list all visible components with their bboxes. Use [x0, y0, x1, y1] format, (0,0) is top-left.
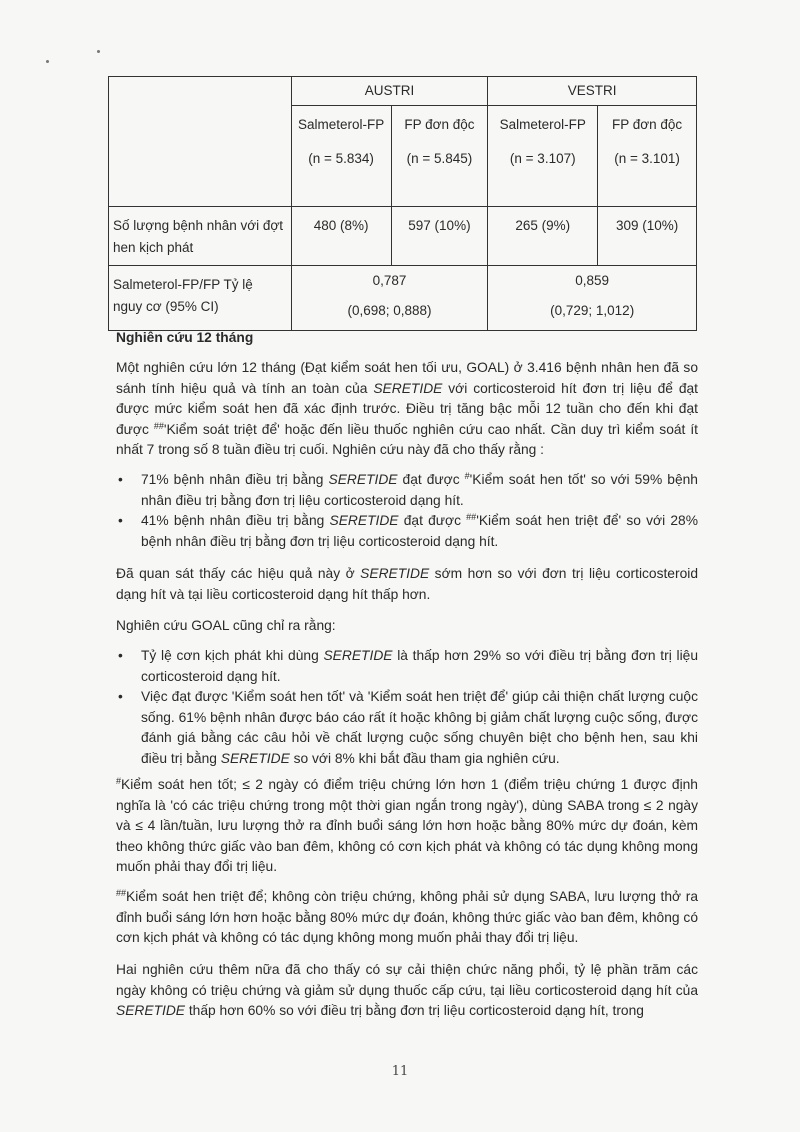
group-header-vestri: VESTRI [488, 77, 697, 106]
row-label-exacerbations: Số lượng bệnh nhân với đợt hen kịch phát [109, 207, 292, 266]
drug-name: SERETIDE [373, 380, 443, 396]
table-corner-cell [109, 77, 292, 207]
scan-speck [46, 60, 49, 63]
page-number: 11 [391, 1064, 409, 1079]
scan-speck [97, 50, 100, 53]
table-row [109, 207, 697, 266]
col-header-austri-fp: FP đơn độc (n = 5.845) [391, 106, 488, 207]
list-item: • Việc đạt được 'Kiểm soát hen tốt' và 'Kiểm soát hen triệt để' giúp cải thiện chất lượng cuộc sống. 61% bệnh nhân được báo cáo rất ít hoặc không bị giảm chất lượng cuộc sống, được đánh giá bằng các câu hỏi về chất lượng cuộc sống chuyên biệt cho bệnh hen, sau khi điều trị bằng SERETIDE so với 8% khi bắt đầu tham gia nghiên cứu. [116, 687, 698, 769]
list-item: • 41% bệnh nhân điều trị bằng SERETIDE đạt được ##'Kiểm soát hen triệt để' so với 28% bệnh nhân điều trị bằng đơn trị liệu corticosteroid dạng hít. [116, 511, 698, 552]
table-cell: 597 (10%) [391, 207, 488, 266]
paragraph-early-effect: Đã quan sát thấy các hiệu quả này ở SERETIDE sớm hơn so với đơn trị liệu corticosteroid dạng hít và tại liều corticosteroid dạng hít thấp hơn. [116, 566, 698, 602]
col-header-vestri-fp: FP đơn độc (n = 3.101) [598, 106, 697, 207]
list-item: • Tỷ lệ cơn kịch phát khi dùng SERETIDE là thấp hơn 29% so với điều trị bằng đơn trị liệu corticosteroid dạng hít. [116, 646, 698, 687]
list-item: • 71% bệnh nhân điều trị bằng SERETIDE đạt được #'Kiểm soát hen tốt' so với 59% bệnh nhân điều trị bằng đơn trị liệu corticosteroid dạng hít. [116, 470, 698, 511]
section-heading: Nghiên cứu 12 tháng [116, 330, 254, 345]
footnote-well-controlled: #Kiểm soát hen tốt; ≤ 2 ngày có điểm triệu chứng lớn hơn 1 (điểm triệu chứng 1 được định nghĩa là 'có các triệu chứng trong một thời gian ngắn trong ngày'), dùng SABA trong ≤ 2 ngày và ≤ 4 lần/tuần, lưu lượng thở ra đỉnh buổi sáng lớn hơn hoặc bằng 80% mức dự đoán, kèm theo không thức giấc vào ban đêm, không có cơn kịch phát và không có tác dụng không mong muốn phải thay đổi trị liệu. [116, 776, 698, 874]
footnote-totally-controlled: ##Kiểm soát hen triệt để; không còn triệu chứng, không phải sử dụng SABA, lưu lượng thở ra đỉnh buổi sáng lớn hơn hoặc bằng 80% mức dự đoán, không thức giấc vào ban đêm, không có cơn kịch phát và không có tác dụng không mong muốn phải thay đổi trị liệu. [116, 888, 698, 945]
table-cell: 265 (9%) [488, 207, 598, 266]
results-table [108, 76, 697, 331]
col-header-vestri-salmeterol: Salmeterol-FP (n = 3.107) [488, 106, 598, 207]
table-group-header-row [109, 77, 697, 106]
paragraph-goal-also: Nghiên cứu GOAL cũng chỉ ra rằng: [116, 618, 336, 633]
table-row [109, 266, 697, 331]
table-cell: 480 (8%) [291, 207, 391, 266]
row-label-hazard-ratio: Salmeterol-FP/FP Tỷ lệ nguy cơ (95% CI) [109, 266, 292, 331]
goal-results-list [116, 470, 698, 552]
table-cell: 309 (10%) [598, 207, 697, 266]
paragraph-additional-studies: Hai nghiên cứu thêm nữa đã cho thấy có sự cải thiện chức năng phổi, tỷ lệ phần trăm các ngày không có triệu chứng và giảm sử dụng thuốc cấp cứu, tại liều corticosteroid dạng hít của SERETIDE thấp hơn 60% so với điều trị bằng đơn trị liệu corticosteroid dạng hít, trong [116, 962, 698, 1018]
group-header-austri: AUSTRI [291, 77, 488, 106]
paragraph-goal-intro: Một nghiên cứu lớn 12 tháng (Đạt kiểm soát hen tối ưu, GOAL) ở 3.416 bệnh nhân hen đã so sánh tính hiệu quả và tính an toàn của SERETIDE với corticosteroid hít đơn trị liệu để đạt được mức kiểm soát hen đã xác định trước. Điều trị tăng bậc mỗi 12 tuần cho đến khi đạt được ##'Kiểm soát triệt để' hoặc đến liều thuốc nghiên cứu cao nhất. Cần duy trì kiểm soát ít nhất 7 trong số 8 tuần điều trị cuối. Nghiên cứu này đã cho thấy rằng : [116, 360, 699, 457]
hazard-ratio-austri: 0,787 (0,698; 0,888) [291, 266, 488, 331]
col-header-austri-salmeterol: Salmeterol-FP (n = 5.834) [291, 106, 391, 207]
goal-findings-list [116, 646, 698, 769]
hazard-ratio-vestri: 0,859 (0,729; 1,012) [488, 266, 697, 331]
